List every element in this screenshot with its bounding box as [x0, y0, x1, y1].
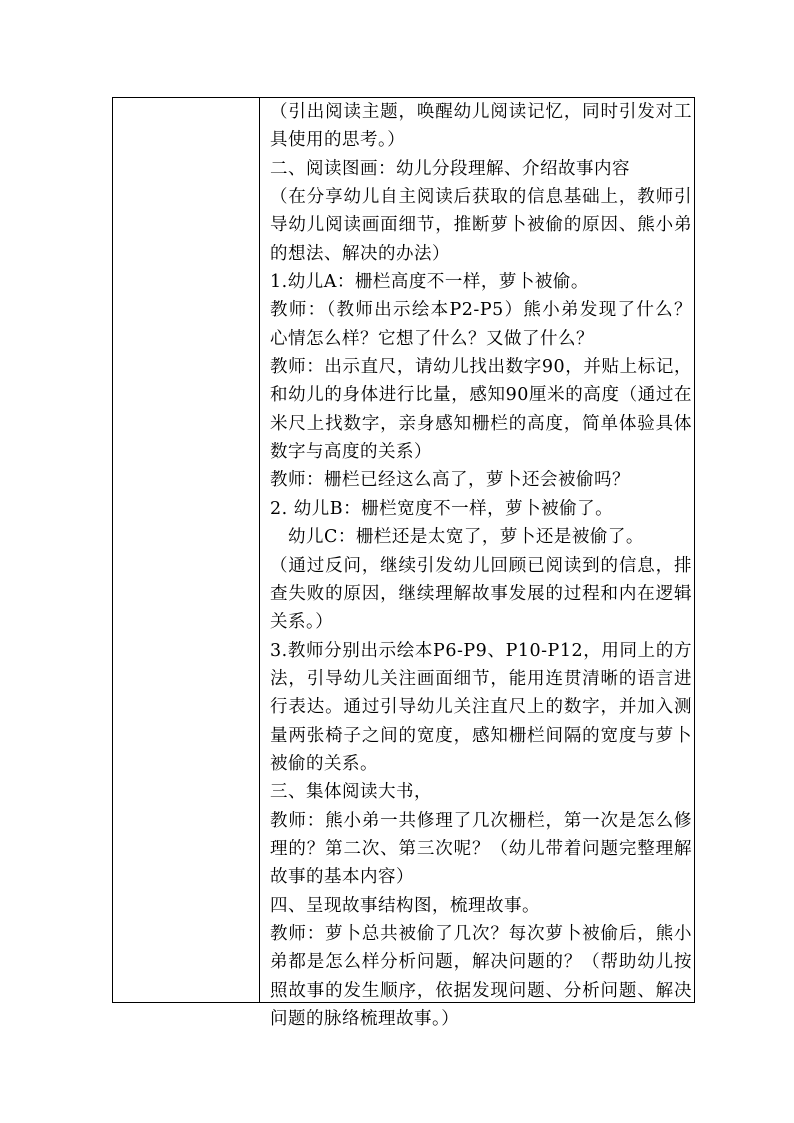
paragraph-child-c: 幼儿C：栅栏还是太宽了，萝卜还是被偷了。 [288, 527, 644, 548]
paragraph-child-a: 1.幼儿A：栅栏高度不一样，萝卜被偷。 [270, 272, 589, 293]
paragraph-intro-note: （引出阅读主题，唤醒幼儿阅读记忆，同时引发对工具使用的思考。） [270, 102, 692, 151]
paragraph-teacher-question-2: 教师：栅栏已经这么高了，萝卜还会被偷吗？ [270, 470, 630, 491]
lesson-table [112, 97, 695, 1029]
table-left-cell [113, 98, 260, 1002]
paragraph-teacher-question-4: 教师：萝卜总共被偷了几次？每次萝卜被偷后，熊小弟都是怎么样分析问题，解决问题的？（帮助幼儿按照故事的发生顺序，依据发现问题、分析问题、解决问题的脉络梳理故事。） [270, 923, 692, 1029]
paragraph-teacher-question-3: 教师：熊小弟一共修理了几次栅栏，第一次是怎么修理的？第二次、第三次呢？（幼儿带着问题完整理解故事的基本内容） [270, 810, 692, 888]
section-heading-3: 三、集体阅读大书， [270, 782, 432, 803]
paragraph-reflection-note: （通过反问，继续引发幼儿回顾已阅读到的信息，排查失败的原因，继续理解故事发展的过程和内在逻辑关系。） [270, 555, 692, 633]
paragraph-section2-note: （在分享幼儿自主阅读后获取的信息基础上，教师引导幼儿阅读画面细节，推断萝卜被偷的原因、熊小弟的想法、解决的办法） [270, 187, 692, 264]
table-right-cell [260, 98, 694, 1029]
section-heading-2: 二、阅读图画：幼儿分段理解、介绍故事内容 [270, 158, 630, 179]
section-heading-4: 四、呈现故事结构图，梳理故事。 [270, 895, 540, 916]
paragraph-child-b: 2. 幼儿B：栅栏宽度不一样，萝卜被偷了。 [270, 498, 614, 519]
paragraph-step-3: 3.教师分别出示绘本P6-P9、P10-P12，用同上的方法，引导幼儿关注画面细节，能用连贯清晰的语言进行表达。通过引导幼儿关注直尺上的数字，并加入测量两张椅子之间的宽度，感知栅栏间隔的宽度与萝卜被偷的关系。 [270, 640, 692, 774]
paragraph-teacher-ruler: 教师：出示直尺，请幼儿找出数字90，并贴上标记，和幼儿的身体进行比量，感知90厘米的高度（通过在米尺上找数字，亲身感知栅栏的高度，简单体验具体数字与高度的关系） [270, 357, 692, 463]
paragraph-teacher-question-1: 教师：（教师出示绘本P2-P5）熊小弟发现了什么？心情怎么样？它想了什么？又做了什么？ [270, 300, 692, 349]
